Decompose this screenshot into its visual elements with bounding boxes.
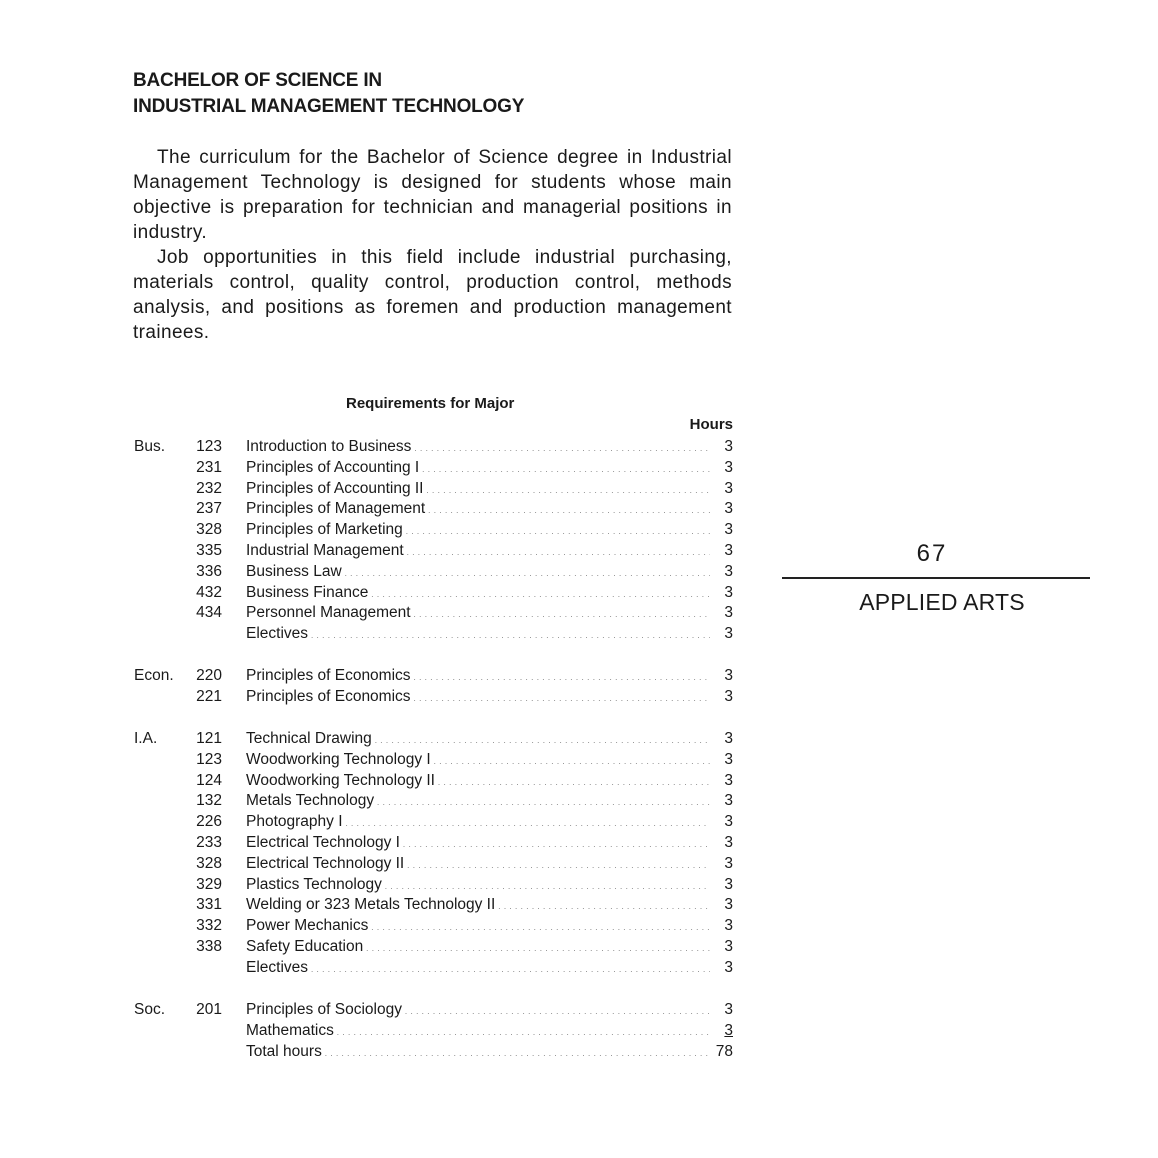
course-row (0, 853, 760, 874)
intro-paragraph-2: Job opportunities in this field include industrial purchasing, materials control, quality control, production control, methods analysis, and positions as foremen and production management trainees. (133, 247, 732, 343)
page-sidebar (782, 535, 1090, 616)
course-row (0, 894, 760, 915)
course-hours: 3 (724, 604, 733, 621)
course-row (0, 436, 760, 457)
course-row (0, 915, 760, 936)
course-number: 332 (196, 917, 222, 934)
course-row (0, 770, 760, 791)
course-hours: 3 (724, 896, 733, 913)
course-row (0, 623, 760, 644)
course-hours: 3 (724, 917, 733, 934)
course-hours: 3 (724, 772, 733, 789)
course-hours: 3 (724, 834, 733, 851)
course-name: Plastics Technology . . . (246, 874, 710, 897)
course-number: 124 (196, 772, 222, 789)
course-hours: 3 (724, 480, 733, 497)
course-row (0, 1041, 760, 1062)
course-number: 329 (196, 876, 222, 893)
course-hours: 3 (724, 1001, 733, 1018)
course-hours: 3 (724, 625, 733, 642)
course-hours: 78 (715, 1043, 733, 1060)
course-hours: 3 (724, 938, 733, 955)
course-row (0, 728, 760, 749)
course-number: 201 (196, 1001, 222, 1018)
course-row (0, 686, 760, 707)
course-number: 231 (196, 459, 222, 476)
course-hours: 3 (724, 730, 733, 747)
course-row (0, 561, 760, 582)
course-hours: 3 (724, 876, 733, 893)
course-number: 237 (196, 500, 222, 517)
course-name: Business Law . . . (246, 561, 710, 584)
course-row (0, 478, 760, 499)
course-row (0, 498, 760, 519)
course-row (0, 874, 760, 895)
course-number: 434 (196, 604, 222, 621)
course-hours: 3 (724, 521, 733, 538)
course-name: Safety Education . . . (246, 936, 710, 959)
course-number: 338 (196, 938, 222, 955)
intro-paragraph-1: The curriculum for the Bachelor of Science degree in Industrial Management Technology is designed for students whose main objective is preparation for technician and managerial positions in industry. (133, 147, 732, 243)
course-number: 220 (196, 667, 222, 684)
course-row (0, 832, 760, 853)
course-dept: Bus. (134, 438, 166, 455)
course-name: Technical Drawing . . . (246, 728, 710, 751)
course-number: 336 (196, 563, 222, 580)
course-name: Principles of Marketing . . . (246, 519, 710, 542)
course-row (0, 1020, 760, 1041)
course-row (0, 999, 760, 1020)
course-name: Power Mechanics . . . (246, 915, 710, 938)
course-number: 132 (196, 792, 222, 809)
title-line-2: INDUSTRIAL MANAGEMENT TECHNOLOGY (133, 96, 525, 117)
course-number: 233 (196, 834, 222, 851)
course-hours: 3 (724, 688, 733, 705)
course-hours: 3 (724, 500, 733, 517)
course-name: Woodworking Technology I . . . (246, 749, 710, 772)
hours-column-heading: Hours (689, 416, 733, 433)
course-name: Principles of Accounting II . . . (246, 478, 710, 501)
course-number: 123 (196, 751, 222, 768)
course-row (0, 602, 760, 623)
course-name: Mathematics . . . (246, 1020, 710, 1043)
course-name: Electives . . . (246, 623, 710, 646)
course-number: 335 (196, 542, 222, 559)
course-name: Industrial Management . . . (246, 540, 710, 563)
course-hours: 3 (724, 438, 733, 455)
course-name: Business Finance . . . (246, 582, 710, 605)
course-hours: 3 (724, 584, 733, 601)
course-name: Total hours . . . (246, 1041, 710, 1064)
course-name: Electives . . . (246, 957, 710, 980)
course-name: Principles of Accounting I . . . (246, 457, 710, 480)
course-row (0, 790, 760, 811)
course-hours: 3 (724, 459, 733, 476)
page-number: 67 (916, 540, 948, 567)
course-name: Personnel Management . . . (246, 602, 710, 625)
course-number: 432 (196, 584, 222, 601)
requirements-heading: Requirements for Major (346, 395, 515, 412)
course-number: 121 (196, 730, 222, 747)
course-hours: 3 (724, 959, 733, 976)
course-hours: 3 (724, 751, 733, 768)
course-hours: 3 (724, 813, 733, 830)
course-dept: Soc. (134, 1001, 166, 1018)
course-row (0, 749, 760, 770)
course-name: Woodworking Technology II . . . (246, 770, 710, 793)
course-row (0, 457, 760, 478)
section-name: APPLIED ARTS (859, 589, 1025, 615)
course-number: 328 (196, 521, 222, 538)
course-number: 123 (196, 438, 222, 455)
course-name: Welding or 323 Metals Technology II . . . (246, 894, 710, 917)
course-name: Metals Technology . . . (246, 790, 710, 813)
course-number: 328 (196, 855, 222, 872)
course-hours: 3 (724, 542, 733, 559)
course-row (0, 665, 760, 686)
course-hours: 3 (724, 1022, 733, 1039)
course-row (0, 957, 760, 978)
course-dept: I.A. (134, 730, 158, 747)
course-hours: 3 (724, 563, 733, 580)
course-row (0, 582, 760, 603)
course-hours: 3 (724, 855, 733, 872)
divider-rule (782, 577, 1090, 579)
course-row (0, 540, 760, 561)
course-name: Electrical Technology I . . . (246, 832, 710, 855)
course-row (0, 936, 760, 957)
course-row (0, 811, 760, 832)
course-hours: 3 (724, 667, 733, 684)
course-dept: Econ. (134, 667, 174, 684)
course-row (0, 519, 760, 540)
course-number: 226 (196, 813, 222, 830)
course-name: Principles of Economics . . . (246, 665, 710, 688)
course-hours: 3 (724, 792, 733, 809)
course-number: 232 (196, 480, 222, 497)
course-name: Principles of Economics . . . (246, 686, 710, 709)
course-name: Principles of Sociology . . . (246, 999, 710, 1022)
course-number: 331 (196, 896, 222, 913)
course-name: Electrical Technology II . . . (246, 853, 710, 876)
course-name: Photography I . . . (246, 811, 710, 834)
course-number: 221 (196, 688, 222, 705)
course-name: Principles of Management . . . (246, 498, 710, 521)
title-line-1: BACHELOR OF SCIENCE IN (133, 70, 382, 91)
course-name: Introduction to Business . . . (246, 436, 710, 459)
